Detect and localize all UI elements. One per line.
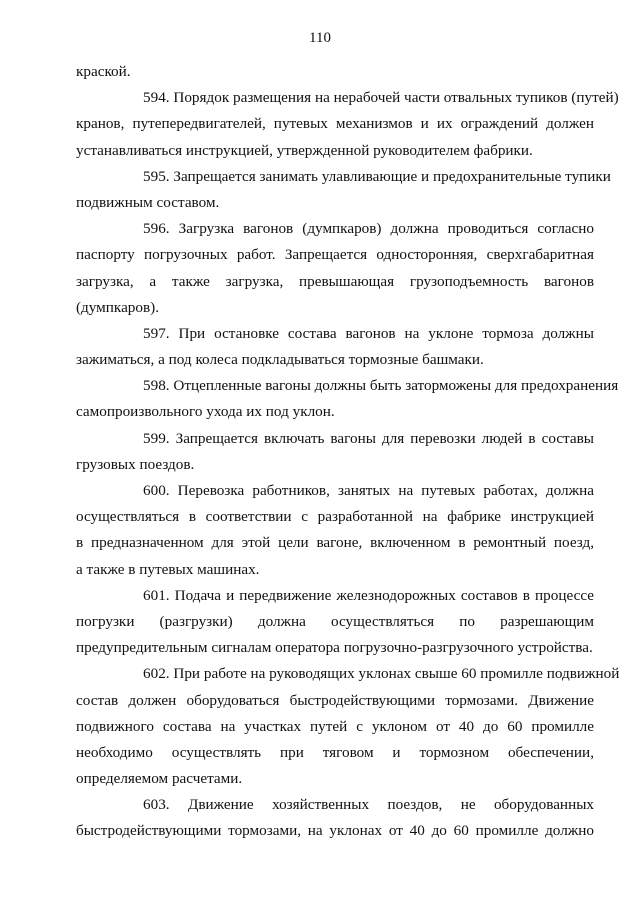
text-line: 603. Движение хозяйственных поездов, не оборудованных: [143, 796, 594, 814]
paragraph-599: [76, 426, 594, 478]
paragraph-595: [76, 164, 611, 216]
text-line: 600. Перевозка работников, занятых на путевых работах, должна: [143, 482, 594, 499]
paragraph-600: [76, 478, 594, 583]
text-line: паспорту погрузочных работ. Запрещается односторонняя, сверхгабаритная: [76, 246, 594, 264]
text-line: подвижного состава на участках путей с уклоном от 40 до 60 промилле: [76, 717, 594, 735]
text-line: 597. При остановке состава вагонов на уклоне тормоза должны: [143, 324, 594, 342]
text-line: грузовых поездов.: [76, 455, 195, 473]
text-line: предупредительным сигналам оператора погрузочно-разгрузочного устройства.: [76, 639, 593, 657]
paragraph-601: [76, 583, 594, 662]
text-line: в предназначенном для этой цели вагоне, включенном в ремонтный поезд,: [76, 534, 594, 552]
body-text: [76, 59, 620, 845]
text-line: необходимо осуществлять при тяговом и тормозном обеспечении,: [76, 743, 594, 761]
text-line: 601. Подача и передвижение железнодорожных составов в процессе: [143, 586, 594, 604]
text-line: загрузка, а также загрузка, превышающая грузоподъемность вагонов: [76, 272, 594, 290]
text-line: 602. При работе на руководящих уклонах свыше 60 промилле подвижной: [143, 665, 620, 683]
text-line: быстродействующими тормозами, на уклонах от 40 до 60 промилле должно: [76, 822, 594, 840]
text-line: состав должен оборудоваться быстродействующими тормозами. Движение: [76, 691, 594, 709]
paragraph-594: [76, 85, 619, 164]
text-line: осуществляться в соответствии с разработанной на фабрике инструкцией: [76, 508, 594, 526]
text-line: 598. Отцепленные вагоны должны быть заторможены для предохранения: [143, 377, 619, 395]
page-number: 110: [309, 30, 331, 46]
text-line: 595. Запрещается занимать улавливающие и предохранительные тупики: [143, 167, 611, 185]
text-line: подвижным составом.: [76, 193, 220, 211]
paragraph-602: [76, 661, 620, 792]
text-line: зажиматься, а под колеса подкладываться тормозные башмаки.: [76, 351, 484, 369]
text-line: 599. Запрещается включать вагоны для перевозки людей в составы: [143, 429, 594, 447]
text-line: 594. Порядок размещения на нерабочей части отвальных тупиков (путей): [143, 89, 619, 107]
text-line: а также в путевых машинах.: [76, 560, 260, 578]
text-line: 596. Загрузка вагонов (думпкаров) должна проводиться согласно: [143, 220, 594, 238]
paragraph-597: [76, 321, 594, 373]
text-line: самопроизвольного ухода их под уклон.: [76, 403, 335, 421]
text-line: погрузки (разгрузки) должна осуществляться по разрешающим: [76, 612, 594, 630]
text-line: (думпкаров).: [76, 298, 160, 316]
text-line: устанавливаться инструкцией, утвержденной руководителем фабрики.: [76, 141, 533, 159]
paragraph-603: [76, 792, 594, 844]
text-line: кранов, путепередвигателей, путевых механизмов и их ограждений должен: [76, 115, 594, 133]
text-line: определяемом расчетами.: [76, 770, 243, 788]
text-line: краской.: [76, 63, 131, 80]
paragraph-598: [76, 373, 619, 425]
paragraph-596: [76, 216, 594, 321]
